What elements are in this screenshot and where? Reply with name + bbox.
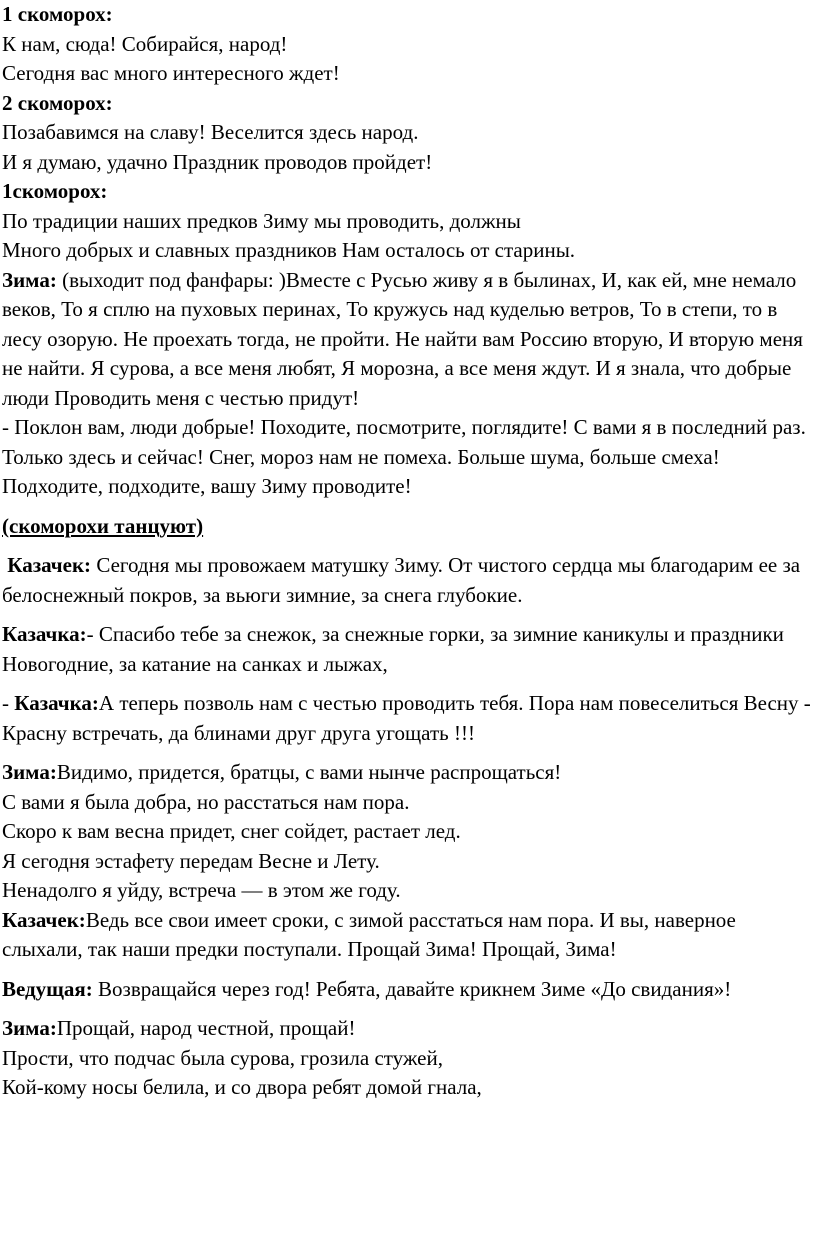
stage-direction — [2, 512, 814, 542]
speaker-label: 1 скоморох: — [2, 2, 113, 26]
speaker-line — [2, 1014, 814, 1044]
paragraph — [2, 266, 814, 414]
speaker-label: 2 скоморох: — [2, 90, 113, 115]
text-line: С вами я была добра, но расстаться нам пора. — [2, 789, 410, 814]
speaker-label: 1скоморох: — [2, 179, 108, 203]
speaker-line — [2, 758, 814, 788]
text-line: По традиции наших предков Зиму мы проводить, должны — [2, 208, 521, 233]
text-line: Скоро к вам весна придет, снег сойдет, растает лед. — [2, 819, 461, 843]
paragraph — [2, 620, 814, 679]
text-line: Кой-кому носы белила, и со двора ребят домой гнала, — [2, 1075, 482, 1099]
speaker-label: Казачка: — [14, 691, 99, 715]
speaker-label: Казачек: — [7, 553, 92, 577]
text-line: Ненадолго я уйду, встреча — в этом же году. — [2, 878, 401, 902]
paragraph: - Поклон вам, люди добрые! Походите, посмотрите, поглядите! С вами я в последний раз. Только здесь и сейчас! Снег, мороз нам не помеха. Больше шума, больше смеха! — [2, 415, 806, 469]
speaker-label: Зима: — [2, 760, 57, 784]
paragraph — [2, 689, 814, 748]
text-line: Прости, что подчас была сурова, грозила стужей, — [2, 1045, 443, 1070]
speaker-label: Зима: — [2, 267, 57, 292]
paragraph — [2, 975, 814, 1005]
speaker-line — [2, 177, 814, 207]
stage-direction-text: (скоморохи танцуют) — [2, 513, 204, 538]
speaker-line — [2, 89, 814, 119]
speaker-label: Ведущая: — [2, 976, 93, 1001]
paragraph-text: Возвращайся через год! Ребята, давайте крикнем Зиме «До свидания»! — [92, 976, 732, 1001]
speaker-label: Казачка: — [2, 622, 87, 646]
text-line: Сегодня вас много интересного ждет! — [2, 61, 340, 85]
paragraph-text: (выходит под фанфары: )Вместе с Русью живу я в былинах, И, как ей, мне немало веков, То я сплю на пуховых перинах, То кружусь над куделью ветров, То в степи, то в лесу озорую. Не проехать тогда, не пройти. Не найти вам Россию вторую, И вторую меня не найти. Я сурова, а все меня любят, Я морозна, а все меня ждут. И я знала, что добрые люди Проводить меня с честью придут! — [2, 267, 803, 410]
document-page — [2, 0, 814, 1103]
text-line: К нам, сюда! Собирайся, народ! — [2, 31, 288, 56]
speaker-line — [2, 0, 814, 30]
paragraph — [2, 551, 814, 610]
speaker-label: Зима: — [2, 1016, 57, 1040]
paragraph-text: Ведь все свои имеет сроки, с зимой расстаться нам пора. И вы, наверное слыхали, так наши предки поступали. Прощай Зима! Прощай, Зима! — [2, 907, 736, 961]
text-line: Много добрых и славных праздников Нам осталось от старины. — [2, 238, 576, 262]
text-line: Позабавимся на славу! Веселится здесь народ. — [2, 120, 419, 144]
speaker-label: Казачек: — [2, 907, 86, 932]
paragraph-text: Сегодня мы провожаем матушку Зиму. От чистого сердца мы благодарим ее за белоснежный покров, за вьюги зимние, за снега глубокие. — [2, 553, 801, 607]
paragraph-text: А теперь позволь нам с честью проводить тебя. Пора нам повеселиться Весну - Красну встречать, да блинами друг друга угощать !!! — [2, 691, 811, 745]
text-line: Видимо, придется, братцы, с вами нынче распрощаться! — [56, 760, 562, 784]
text-line: Я сегодня эстафету передам Весне и Лету. — [2, 848, 380, 873]
paragraph-text: - Спасибо тебе за снежок, за снежные горки, за зимние каникулы и праздники Новогодние, за катание на санках и лыжах, — [2, 622, 784, 676]
paragraph — [2, 906, 814, 965]
text-line: Прощай, народ честной, прощай! — [56, 1016, 356, 1040]
dash-prefix: - — [2, 691, 15, 715]
text-line: Подходите, подходите, вашу Зиму проводите! — [2, 474, 412, 498]
text-line: И я думаю, удачно Праздник проводов пройдет! — [2, 149, 433, 174]
